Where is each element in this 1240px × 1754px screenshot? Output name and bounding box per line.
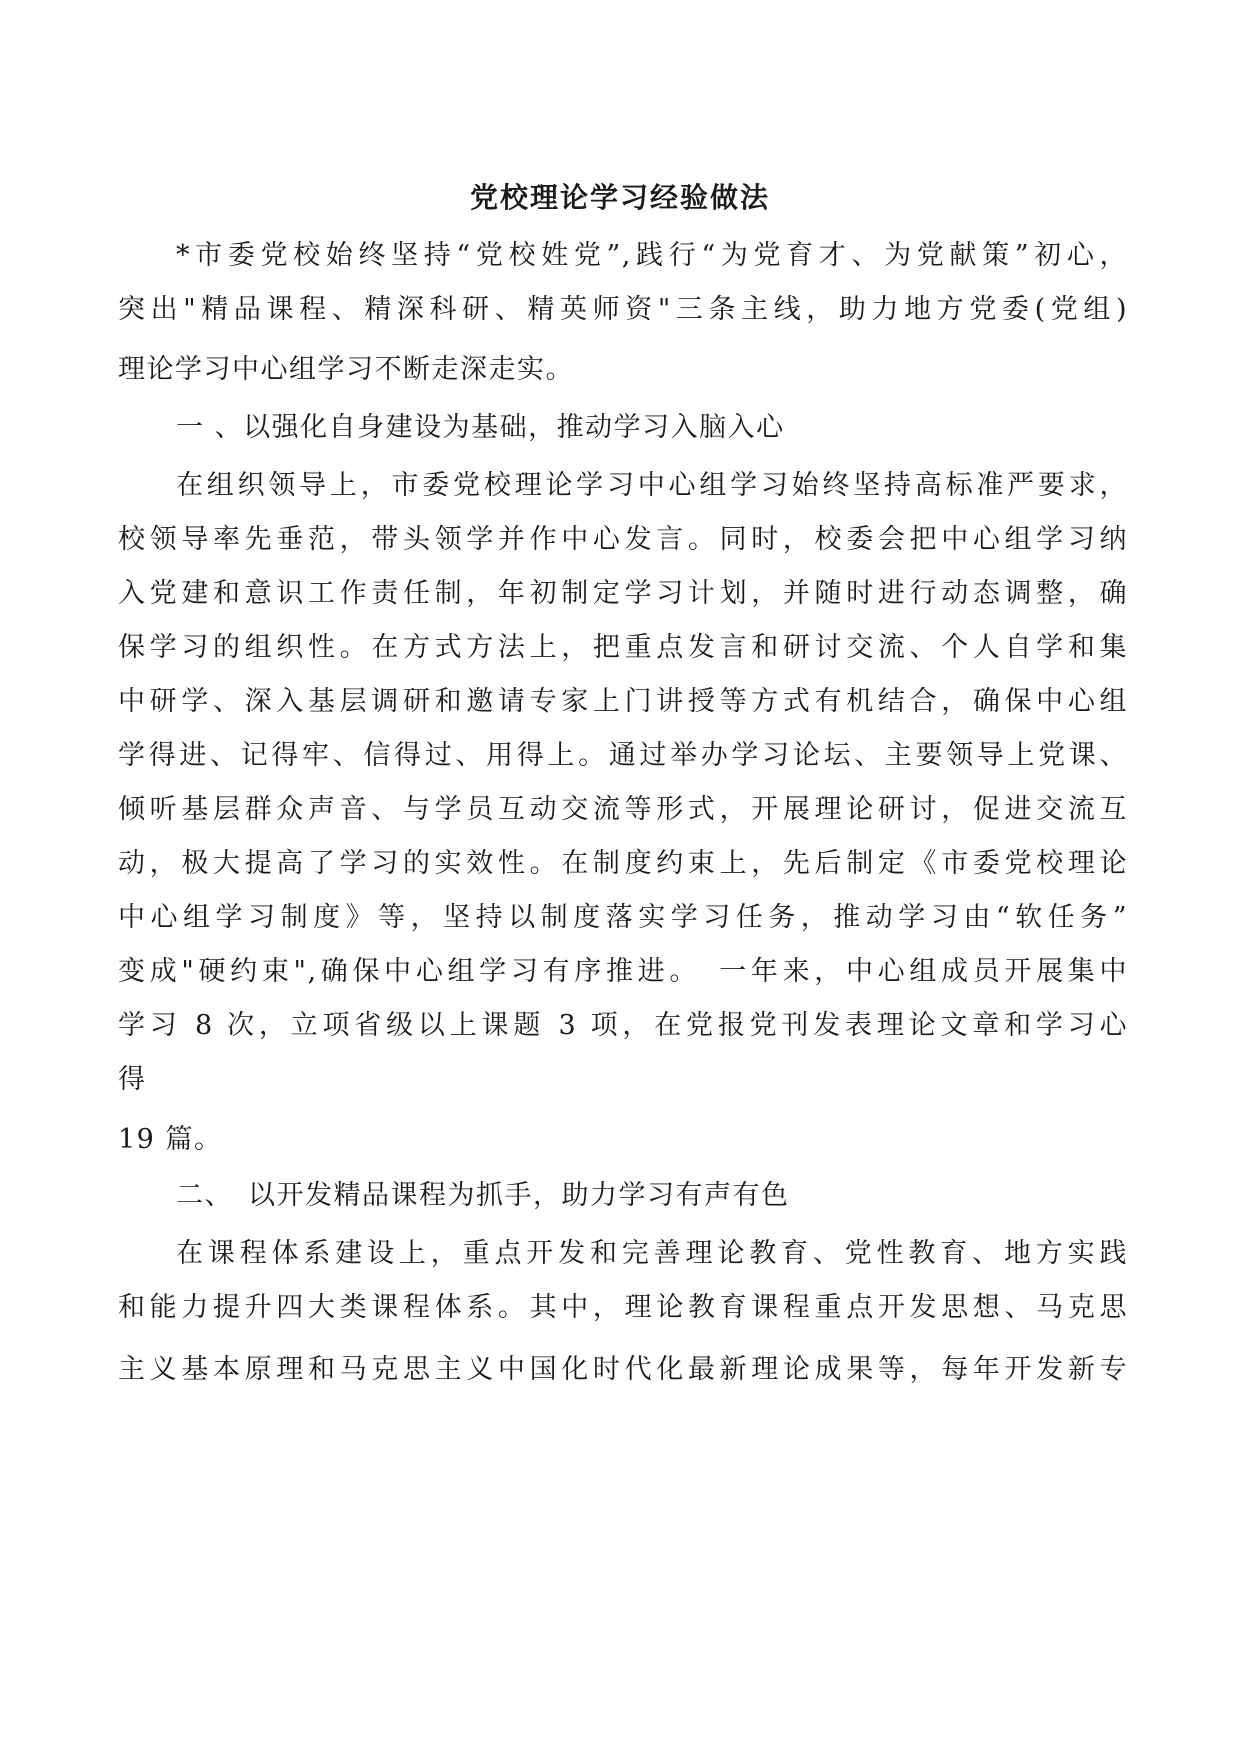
paragraph-line: 动，极大提高了学习的实效性。在制度约束上，先后制定《市委党校理论 xyxy=(118,848,1128,879)
paragraph-line: 中研学、深入基层调研和邀请专家上门讲授等方式有机结合，确保中心组 xyxy=(118,686,1128,717)
paragraph-line: 和能力提升四大类课程体系。其中，理论教育课程重点开发思想、马克思 xyxy=(118,1292,1128,1323)
paragraph-line: 变成"硬约束",确保中心组学习有序推进。 一年来，中心组成员开展集中 xyxy=(118,956,1128,987)
section-heading-1: 一 、以强化自身建设为基础，推动学习入脑入心 xyxy=(176,412,785,443)
paragraph-line: 突出"精品课程、精深科研、精英师资"三条主线，助力地方党委(党组) xyxy=(118,294,1128,325)
paragraph-line: 得 xyxy=(118,1064,147,1095)
paragraph-line: 在组织领导上，市委党校理论学习中心组学习始终坚持高标准严要求， xyxy=(176,470,1128,501)
section-heading-2: 二、 以开发精品课程为抓手，助力学习有声有色 xyxy=(176,1180,790,1211)
paragraph-line: 在课程体系建设上，重点开发和完善理论教育、党性教育、地方实践 xyxy=(176,1238,1128,1269)
paragraph-line: 理论学习中心组学习不断走深走实。 xyxy=(118,354,574,385)
paragraph-line: 保学习的组织性。在方式方法上，把重点发言和研讨交流、个人自学和集 xyxy=(118,632,1128,663)
paragraph-line: 主义基本原理和马克思主义中国化时代化最新理论成果等，每年开发新专 xyxy=(118,1354,1128,1385)
paragraph-line: *市委党校始终坚持“党校姓党”,践行“为党育才、为党献策”初心， xyxy=(176,240,1128,271)
paragraph-line: 学习 8 次，立项省级以上课题 3 项，在党报党刊发表理论文章和学习心 xyxy=(118,1010,1128,1041)
paragraph-line: 校领导率先垂范，带头领学并作中心发言。同时，校委会把中心组学习纳 xyxy=(118,524,1128,555)
paragraph-line: 学得进、记得牢、信得过、用得上。通过举办学习论坛、主要领导上党课、 xyxy=(118,740,1128,771)
paragraph-line: 中心组学习制度》等，坚持以制度落实学习任务，推动学习由“软任务” xyxy=(118,902,1128,933)
paragraph-line: 入党建和意识工作责任制，年初制定学习计划，并随时进行动态调整，确 xyxy=(118,578,1128,609)
paragraph-line: 19 篇。 xyxy=(118,1124,223,1155)
paragraph-line: 倾听基层群众声音、与学员互动交流等形式，开展理论研讨，促进交流互 xyxy=(118,794,1128,825)
document-title: 党校理论学习经验做法 xyxy=(469,181,770,214)
